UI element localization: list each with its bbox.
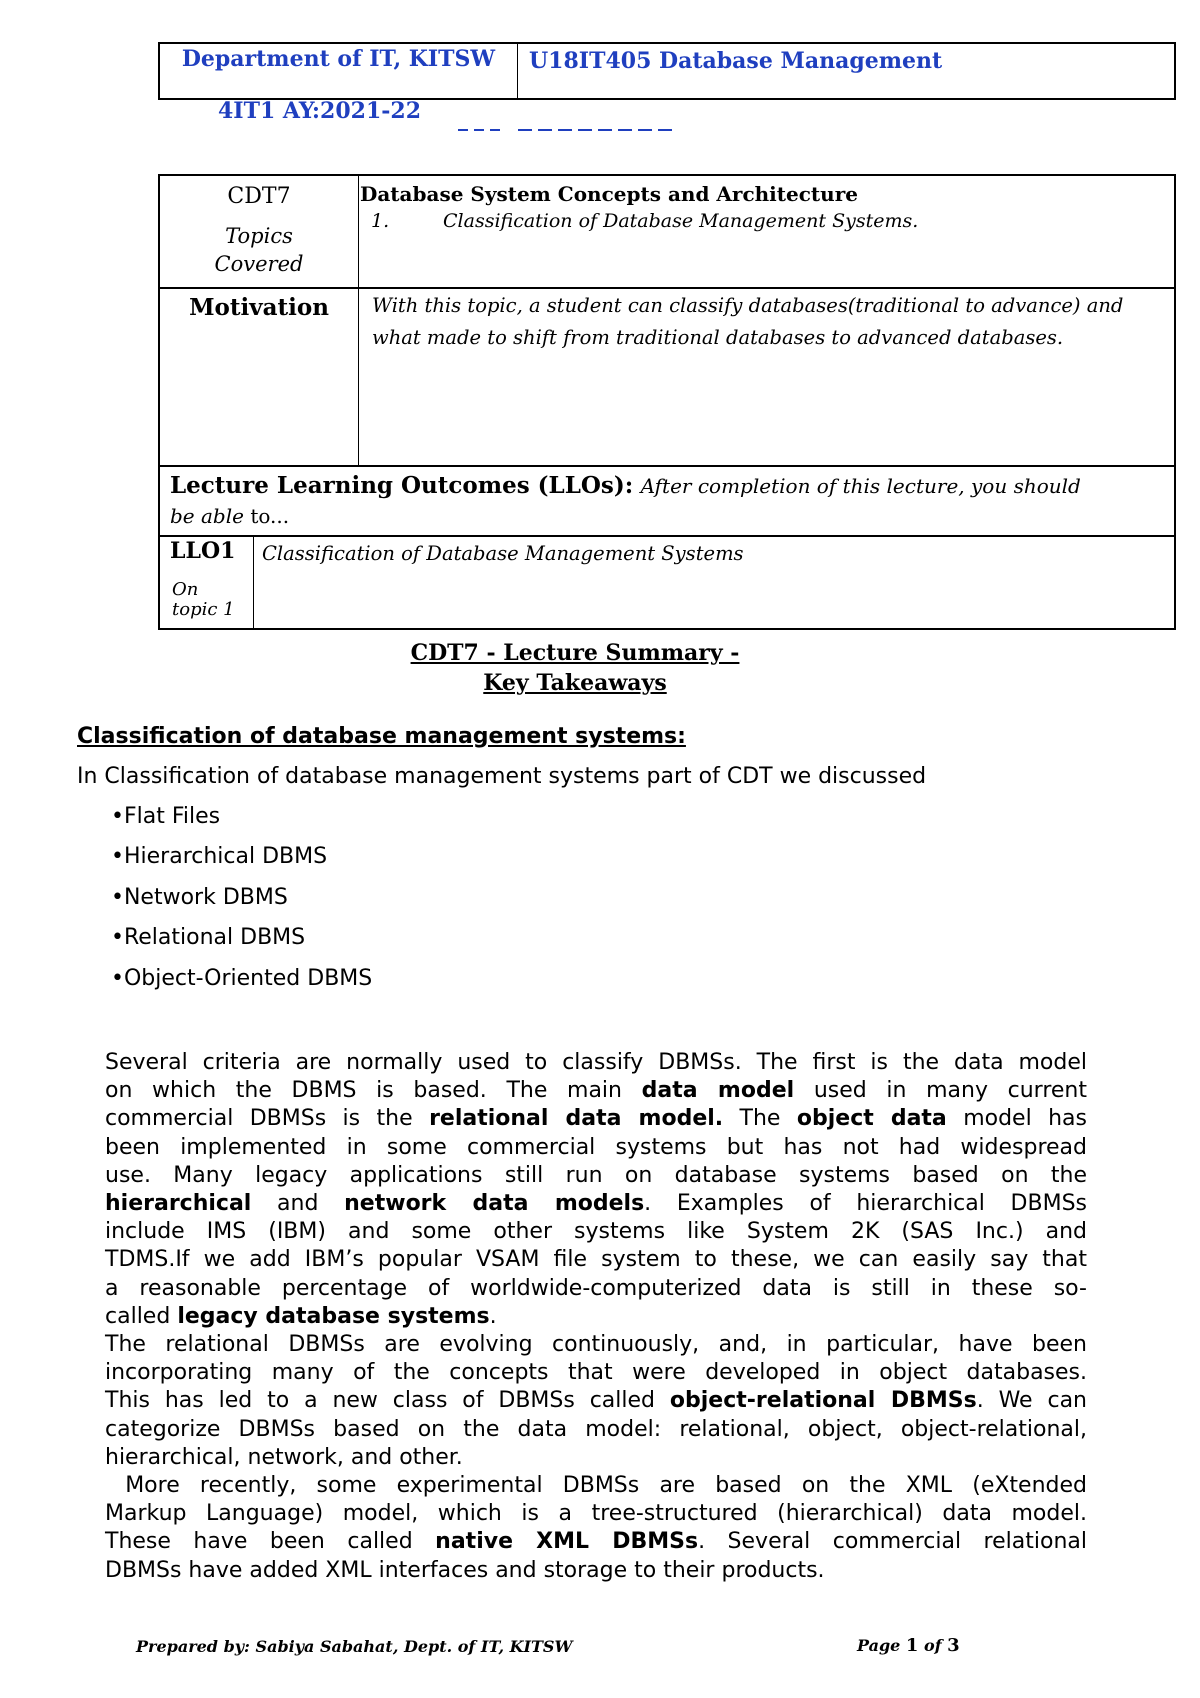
p3-line-4: DBMSs have added XML interfaces and storage to their products. — [105, 1557, 825, 1583]
topic-number: 1. — [371, 210, 390, 232]
llo-intro-2a: be able — [170, 504, 244, 528]
footer-page-word: Page — [857, 1636, 901, 1655]
p1-line-9: a reasonable percentage of worldwide-computerized data is still in these so- — [105, 1275, 1087, 1301]
footer-prepared-by: Prepared by: Sabiya Sabahat, Dept. of IT, KITSW — [136, 1637, 573, 1656]
lecture-info-table — [158, 174, 1176, 630]
llo-heading-line-2 — [170, 504, 289, 528]
p2-line-1: The relational DBMSs are evolving continuously, and, in particular, have been — [105, 1332, 1087, 1357]
section-heading: Classification of database management systems: — [77, 724, 686, 749]
course-title: U18IT405 Database Management — [529, 48, 943, 74]
motivation-text — [372, 290, 1123, 354]
p1-l3e: model has — [963, 1106, 1087, 1132]
p1-line-4: been implemented in some commercial systems but has not had widespread — [105, 1134, 1087, 1160]
table-hline-3 — [160, 535, 1174, 537]
p1-l6c: network data models — [344, 1191, 645, 1216]
footer-page-num: 1 — [905, 1635, 919, 1656]
p1-l6a: hierarchical — [105, 1191, 252, 1216]
p1-l2a: on which the DBMS is based. The main — [105, 1078, 622, 1104]
summary-title-line-2: Key Takeaways — [483, 670, 667, 696]
llo1-text: Classification of Database Management Systems — [262, 542, 744, 565]
topics-covered-label: Topics Covered — [214, 224, 304, 276]
p1-l3a: commercial DBMSs is the — [105, 1106, 413, 1132]
p1-l2b: data model — [641, 1078, 795, 1104]
llo1-topic-ref — [172, 580, 235, 620]
p1-l3c: The — [739, 1106, 781, 1132]
p2-l3b: object-relational DBMSs — [669, 1388, 977, 1414]
footer-page-total: 3 — [947, 1635, 960, 1656]
p1-line-7: include IMS (IBM) and some other systems like System 2K (SAS Inc.) and — [105, 1219, 1087, 1245]
llo-intro-2b: to... — [250, 504, 290, 528]
p3-line-1: More recently, some experimental DBMSs are based on the XML (eXtended — [105, 1473, 1087, 1498]
p1-line-3 — [105, 1105, 1087, 1133]
summary-title-2 — [0, 670, 1150, 696]
motivation-label: Motivation — [189, 294, 329, 321]
p2-line-4: categorize DBMSs based on the data model: relational, object, object-relational, — [105, 1416, 1087, 1442]
p1-line-8: TDMS.If we add IBM’s popular VSAM file system to these, we can easily say that — [105, 1247, 1087, 1273]
summary-title-line-1: CDT7 - Lecture Summary - — [410, 640, 740, 666]
p3-l3b: native XML DBMSs — [435, 1529, 699, 1555]
p1-l3d: object data — [796, 1106, 947, 1132]
p1-l10b: legacy database systems — [177, 1303, 490, 1329]
cdt-label: CDT7 — [227, 184, 291, 209]
llo-intro-1: After completion of this lecture, you should — [640, 474, 1081, 498]
p1-line-6 — [105, 1190, 1087, 1218]
p2-l3a: This has led to a new class of DBMSs called — [105, 1388, 656, 1414]
bullet-relational: •Relational DBMS — [111, 925, 306, 950]
llo-heading-line-1 — [170, 472, 1081, 499]
bullet-flat-files: •Flat Files — [111, 804, 221, 829]
p1-l2c: used in many current — [813, 1078, 1087, 1104]
header-left-cell — [160, 44, 518, 98]
p1-line-5: use. Many legacy applications still run on database systems based on the — [105, 1162, 1087, 1188]
llo1-topic: topic 1 — [172, 599, 235, 620]
academic-year: 4IT1 AY:2021-22 — [218, 98, 421, 124]
intro-sentence: In Classification of database management systems part of CDT we discussed — [77, 764, 927, 789]
p3-line-2: Markup Language) model, which is a tree-structured (hierarchical) data model. — [105, 1501, 1087, 1527]
table-vline-left — [358, 176, 359, 467]
bullet-object-oriented: •Object-Oriented DBMS — [111, 966, 373, 991]
bullet-hierarchical: •Hierarchical DBMS — [111, 844, 328, 869]
header-box — [158, 42, 1176, 100]
summary-title-1 — [0, 640, 1150, 666]
p1-l3b: relational data model. — [429, 1106, 724, 1132]
table-vline-llo — [253, 537, 254, 628]
p3-l3c: . Several commercial relational — [698, 1529, 1087, 1555]
table-hline-2 — [160, 465, 1174, 467]
p1-l6b: and — [277, 1191, 319, 1216]
p1-line-1: Several criteria are normally used to classify DBMSs. The first is the data model — [105, 1050, 1087, 1075]
p2-line-3 — [105, 1387, 1087, 1415]
llo1-label: LLO1 — [170, 538, 236, 564]
p1-l10c: . — [489, 1303, 497, 1329]
p2-line-5: hierarchical, network, and other. — [105, 1444, 463, 1470]
p1-line-10 — [105, 1303, 1087, 1331]
footer-of-word: of — [924, 1636, 942, 1655]
p3-l3a: These have been called — [105, 1529, 413, 1555]
p1-line-2 — [105, 1077, 1087, 1105]
p1-l6d: . Examples of hierarchical DBMSs — [644, 1191, 1087, 1216]
p1-l10a: called — [105, 1303, 171, 1329]
table-hline-1 — [160, 287, 1174, 289]
motivation-line-2: what made to shift from traditional databases to advanced databases. — [372, 326, 1064, 349]
footer-page-number — [857, 1635, 960, 1656]
llo-heading: Lecture Learning Outcomes (LLOs): — [170, 472, 634, 499]
p2-l3c: . We can — [976, 1388, 1087, 1414]
dashed-rule — [458, 126, 678, 134]
p2-line-2: incorporating many of the concepts that were developed in object databases. — [105, 1360, 1087, 1386]
unit-title: Database System Concepts and Architecture — [360, 182, 858, 206]
department-name: Department of IT, KITSW — [181, 46, 496, 72]
motivation-line-1: With this topic, a student can classify databases(traditional to advance) and — [372, 294, 1124, 317]
llo1-on: On — [172, 579, 199, 600]
p3-line-3 — [105, 1528, 1087, 1556]
bullet-network: •Network DBMS — [111, 885, 288, 910]
topic-text: Classification of Database Management Systems. — [443, 210, 919, 232]
